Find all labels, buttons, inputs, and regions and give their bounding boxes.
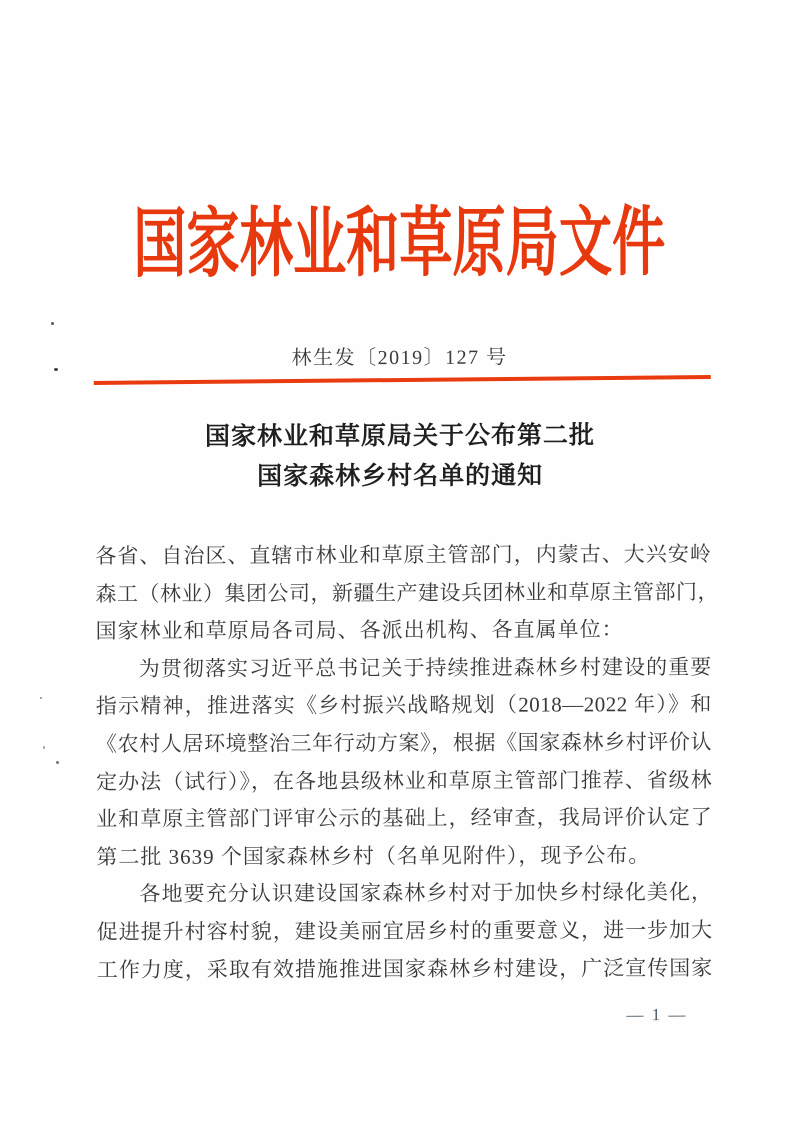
body-line: 指示精神，推进落实《乡村振兴战略规划（2018—2022 年）》和: [95, 692, 712, 719]
red-separator-rule: [94, 375, 711, 384]
body-line: 业和草原主管部门评审公示的基础上，经审查，我局评价认定了: [96, 805, 713, 832]
document-title-line-1: 国家林业和草原局关于公布第二批: [204, 422, 595, 451]
document-title: [0, 416, 800, 499]
document-number: 林生发〔2019〕127 号: [291, 346, 508, 370]
body-line: 国家林业和草原局各司局、各派出机构、各直属单位：: [95, 617, 624, 644]
body-line: 为贯彻落实习近平总书记关于持续推进森林乡村建设的重要: [138, 654, 712, 681]
body-line: 定办法（试行）》，在各地县级林业和草原主管部门推荐、省级林: [96, 767, 713, 794]
body-line: 第二批 3639 个国家森林乡村（名单见附件），现予公布。: [96, 842, 651, 869]
scan-artifact-dot: [51, 322, 54, 325]
scan-artifact-dot: [54, 368, 58, 371]
scan-artifact-dot: [43, 746, 45, 749]
body-line: 《农村人居环境整治三年行动方案》，根据《国家森林乡村评价认: [95, 729, 713, 757]
body-line: 工作力度，采取有效措施推进国家森林乡村建设，广泛宣传国家: [96, 955, 713, 982]
agency-header-title: 国家林业和草原局文件: [133, 201, 666, 287]
scan-artifact-dot: [40, 697, 42, 699]
body-line: 各地要充分认识建设国家森林乡村对于加快乡村绿化美化，: [139, 880, 713, 907]
document-body: [95, 536, 720, 989]
document-title-line-2: 国家森林乡村名单的通知: [257, 462, 544, 491]
body-line: 森工（林业）集团公司，新疆生产建设兵团林业和草原主管部门，: [95, 579, 720, 606]
scan-artifact-dot: [56, 761, 59, 764]
body-line: 促进提升村容村貌，建设美丽宜居乡村的重要意义，进一步加大: [96, 917, 713, 944]
body-line: 各省、自治区、直辖市林业和草原主管部门，内蒙古、大兴安岭: [95, 541, 712, 569]
page-number: — 1 —: [626, 1005, 688, 1025]
